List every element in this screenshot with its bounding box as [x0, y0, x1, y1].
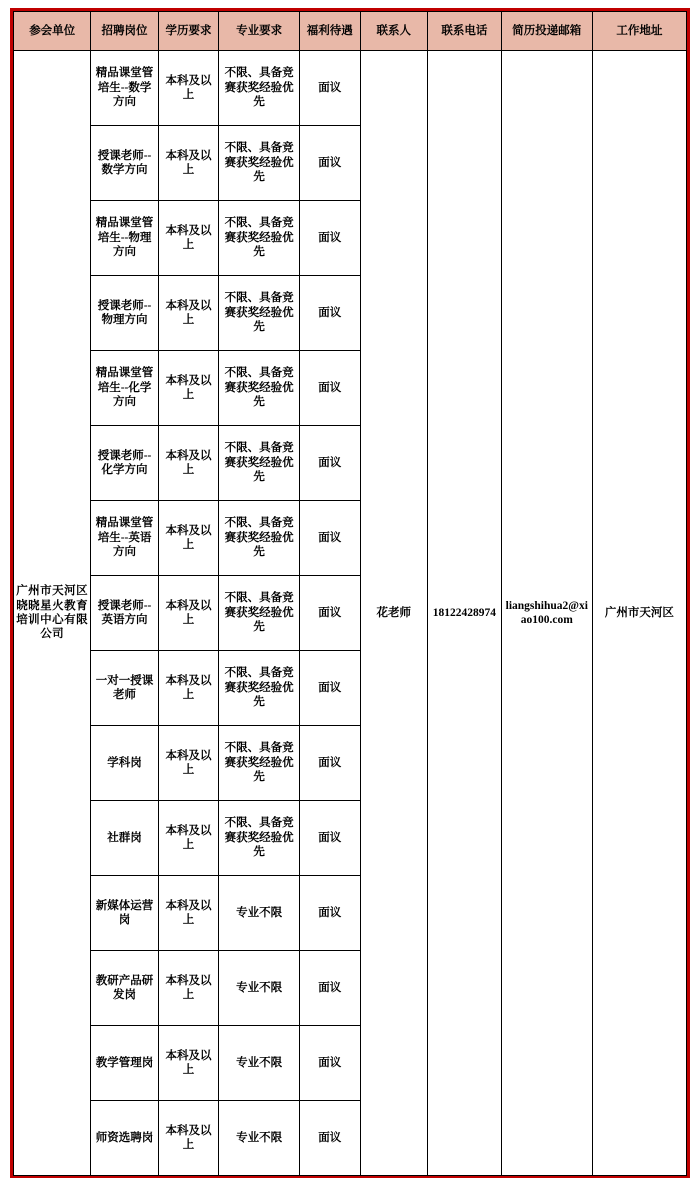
cell-position: 师资选聘岗: [91, 1101, 158, 1176]
cell-benefit: 面议: [300, 1026, 361, 1101]
cell-benefit: 面议: [300, 276, 361, 351]
cell-education: 本科及以上: [158, 501, 219, 576]
cell-contact-phone: 18122428974: [427, 51, 501, 1176]
cell-position: 学科岗: [91, 726, 158, 801]
cell-benefit: 面议: [300, 801, 361, 876]
cell-benefit: 面议: [300, 576, 361, 651]
cell-address: 广州市天河区: [592, 51, 686, 1176]
cell-major: 专业不限: [219, 876, 300, 951]
cell-education: 本科及以上: [158, 651, 219, 726]
cell-benefit: 面议: [300, 351, 361, 426]
cell-education: 本科及以上: [158, 351, 219, 426]
table-row: [14, 51, 687, 126]
header-major: 专业要求: [219, 12, 300, 51]
cell-major: 专业不限: [219, 1026, 300, 1101]
cell-education: 本科及以上: [158, 51, 219, 126]
cell-education: 本科及以上: [158, 801, 219, 876]
cell-education: 本科及以上: [158, 1101, 219, 1176]
header-position: 招聘岗位: [91, 12, 158, 51]
cell-major: 不限、具备竞赛获奖经验优先: [219, 276, 300, 351]
table-header-row: [14, 12, 687, 51]
cell-benefit: 面议: [300, 876, 361, 951]
cell-benefit: 面议: [300, 651, 361, 726]
cell-education: 本科及以上: [158, 1026, 219, 1101]
cell-major: 不限、具备竞赛获奖经验优先: [219, 501, 300, 576]
cell-position: 精品课堂管培生--化学方向: [91, 351, 158, 426]
header-address: 工作地址: [592, 12, 686, 51]
header-education: 学历要求: [158, 12, 219, 51]
cell-major: 不限、具备竞赛获奖经验优先: [219, 576, 300, 651]
cell-position: 教研产品研发岗: [91, 951, 158, 1026]
cell-major: 不限、具备竞赛获奖经验优先: [219, 51, 300, 126]
cell-major: 不限、具备竞赛获奖经验优先: [219, 126, 300, 201]
recruitment-table: [13, 11, 687, 1176]
cell-benefit: 面议: [300, 201, 361, 276]
cell-major: 不限、具备竞赛获奖经验优先: [219, 726, 300, 801]
cell-major: 专业不限: [219, 1101, 300, 1176]
table-header: [14, 12, 687, 51]
cell-education: 本科及以上: [158, 126, 219, 201]
cell-position: 教学管理岗: [91, 1026, 158, 1101]
cell-benefit: 面议: [300, 126, 361, 201]
table-body: [14, 51, 687, 1176]
cell-major: 不限、具备竞赛获奖经验优先: [219, 426, 300, 501]
cell-education: 本科及以上: [158, 576, 219, 651]
cell-email: liangshihua2@xiao100.com: [501, 51, 592, 1176]
cell-position: 精品课堂管培生--物理方向: [91, 201, 158, 276]
cell-position: 新媒体运营岗: [91, 876, 158, 951]
cell-education: 本科及以上: [158, 276, 219, 351]
cell-position: 授课老师--化学方向: [91, 426, 158, 501]
cell-position: 社群岗: [91, 801, 158, 876]
cell-contact-person: 花老师: [360, 51, 427, 1176]
cell-education: 本科及以上: [158, 201, 219, 276]
header-company: 参会单位: [14, 12, 91, 51]
cell-major: 不限、具备竞赛获奖经验优先: [219, 201, 300, 276]
cell-benefit: 面议: [300, 426, 361, 501]
cell-benefit: 面议: [300, 1101, 361, 1176]
cell-company: 广州市天河区晓晓星火教育培训中心有限公司: [14, 51, 91, 1176]
cell-benefit: 面议: [300, 501, 361, 576]
header-email: 简历投递邮箱: [501, 12, 592, 51]
cell-position: 授课老师--英语方向: [91, 576, 158, 651]
cell-benefit: 面议: [300, 726, 361, 801]
cell-education: 本科及以上: [158, 951, 219, 1026]
cell-major: 专业不限: [219, 951, 300, 1026]
cell-major: 不限、具备竞赛获奖经验优先: [219, 351, 300, 426]
cell-education: 本科及以上: [158, 876, 219, 951]
cell-major: 不限、具备竞赛获奖经验优先: [219, 651, 300, 726]
cell-education: 本科及以上: [158, 426, 219, 501]
cell-position: 精品课堂管培生--英语方向: [91, 501, 158, 576]
cell-benefit: 面议: [300, 51, 361, 126]
header-benefit: 福利待遇: [300, 12, 361, 51]
cell-education: 本科及以上: [158, 726, 219, 801]
red-border-frame: [10, 8, 690, 1178]
cell-position: 精品课堂管培生--数学方向: [91, 51, 158, 126]
cell-major: 不限、具备竞赛获奖经验优先: [219, 801, 300, 876]
cell-position: 授课老师--数学方向: [91, 126, 158, 201]
cell-position: 授课老师--物理方向: [91, 276, 158, 351]
cell-benefit: 面议: [300, 951, 361, 1026]
header-contact-person: 联系人: [360, 12, 427, 51]
header-contact-phone: 联系电话: [427, 12, 501, 51]
cell-position: 一对一授课老师: [91, 651, 158, 726]
